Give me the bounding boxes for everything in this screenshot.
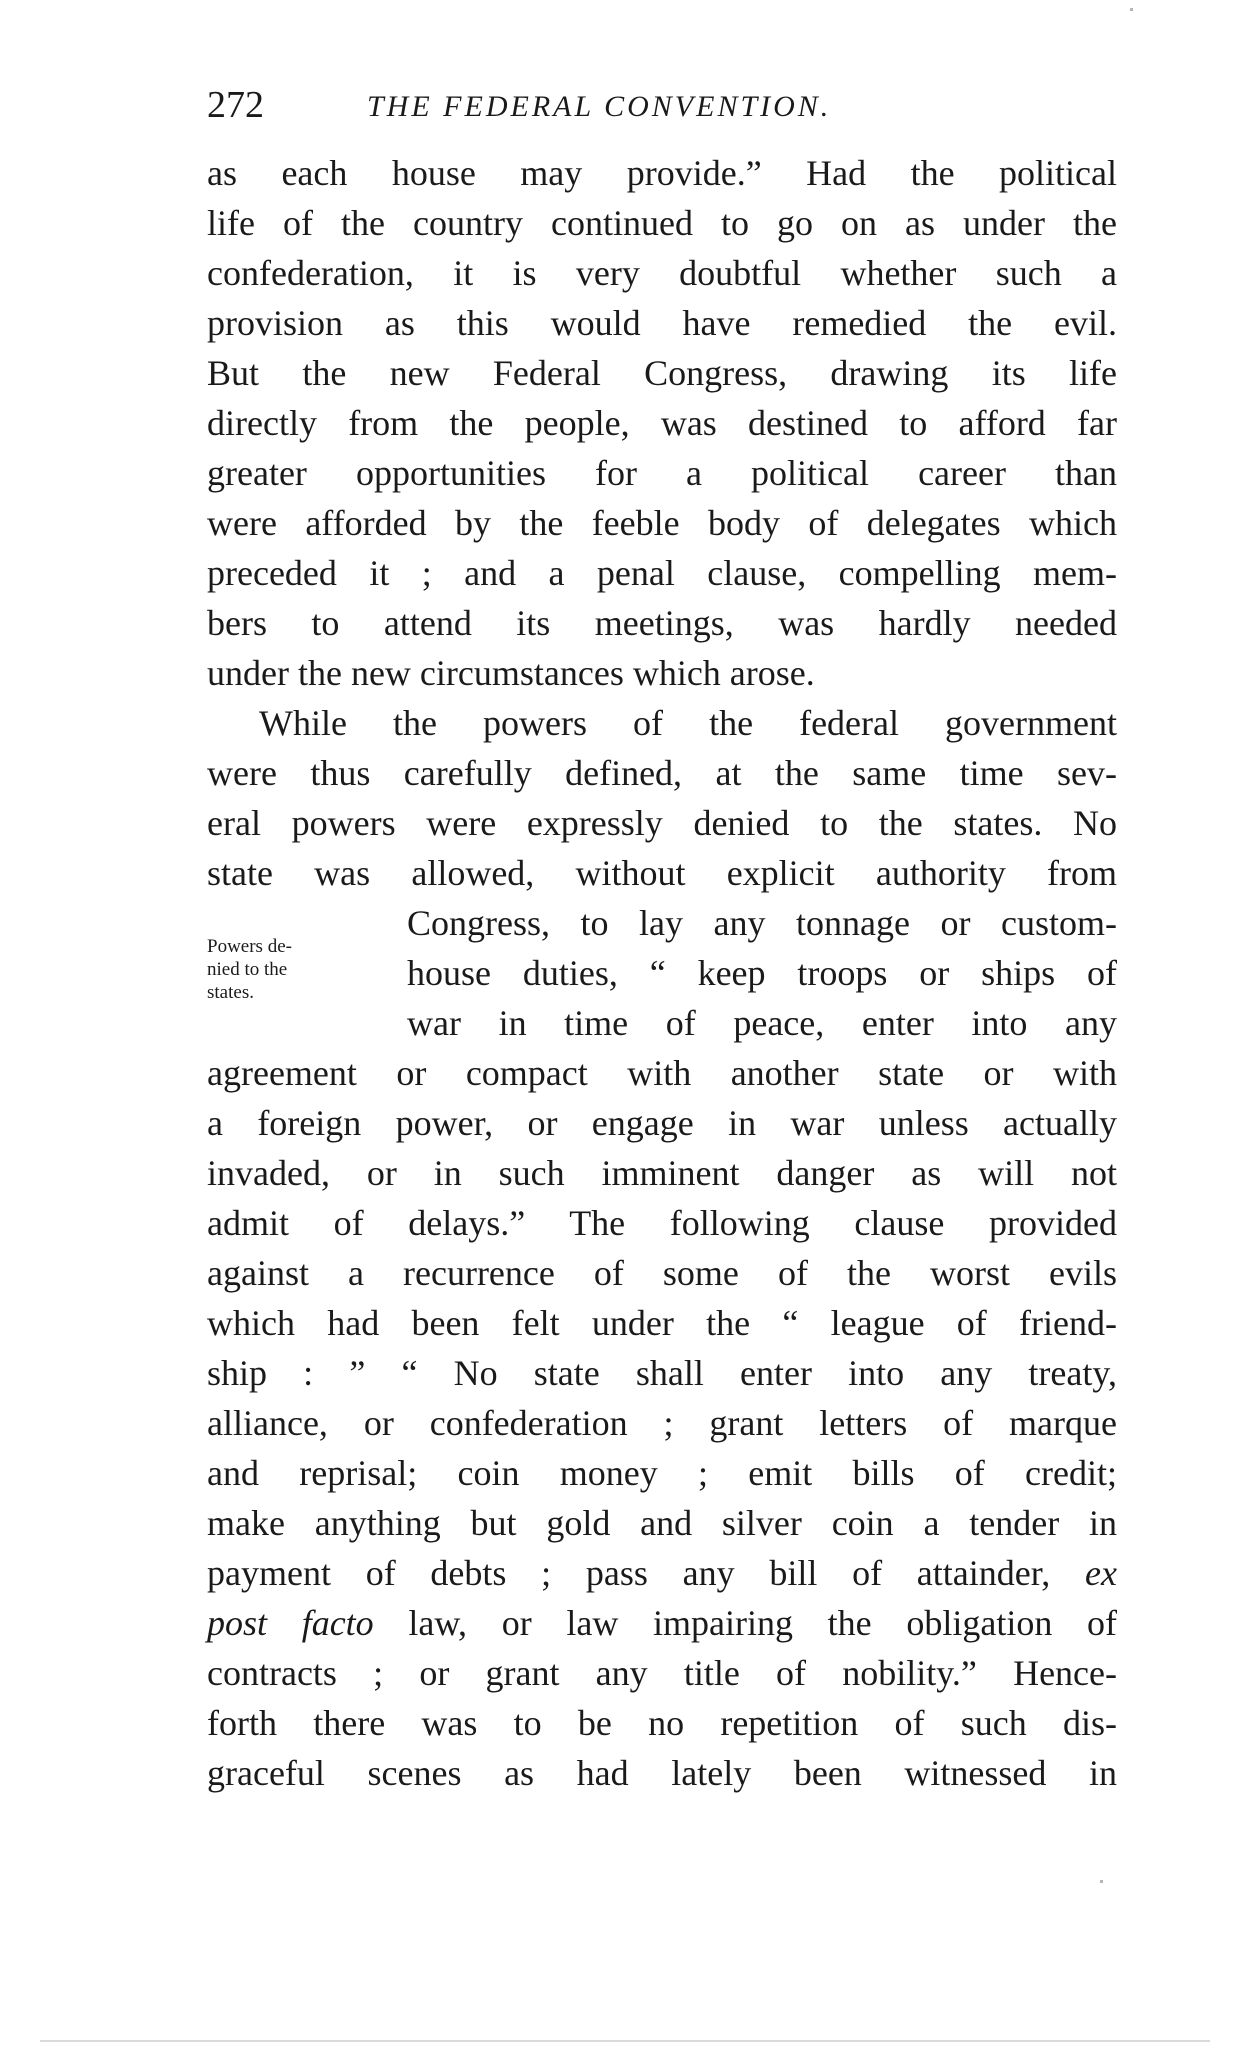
text-line: alliance, or confederation ; grant letters of marque xyxy=(207,1403,1117,1443)
text-line: greater opportunities for a political career than xyxy=(207,453,1117,493)
page-number: 272 xyxy=(207,84,264,126)
margin-note-line: states. xyxy=(207,982,254,1003)
text-line: life of the country continued to go on as under the xyxy=(207,203,1117,243)
italic-phrase: post facto xyxy=(207,1603,374,1643)
text-line-part: payment of debts ; pass any bill of attainder, xyxy=(207,1553,1051,1593)
text-line: Congress, to lay any tonnage or custom- xyxy=(407,903,1117,943)
text-line: state was allowed, without explicit authority from xyxy=(207,853,1117,893)
text-line: While the powers of the federal government xyxy=(259,703,1117,743)
text-line: confederation, it is very doubtful whether such a xyxy=(207,253,1117,293)
running-title: THE FEDERAL CONVENTION. xyxy=(367,90,832,123)
italic-phrase: ex xyxy=(1085,1553,1118,1593)
margin-note-line: Powers de- xyxy=(207,936,292,957)
margin-note-line: nied to the xyxy=(207,959,288,980)
text-line: graceful scenes as had lately been witnessed in xyxy=(207,1753,1117,1793)
running-head xyxy=(207,80,1117,140)
text-line: preceded it ; and a penal clause, compelling mem- xyxy=(207,553,1117,593)
text-line: provision as this would have remedied the evil. xyxy=(207,303,1117,343)
text-line: contracts ; or grant any title of nobility.” Hence- xyxy=(207,1653,1117,1693)
text-line: agreement or compact with another state or with xyxy=(207,1053,1117,1093)
speck-mark xyxy=(1130,8,1133,11)
text-line: as each house may provide.” Had the political xyxy=(207,153,1117,193)
text-line: were thus carefully defined, at the same time sev- xyxy=(207,753,1117,793)
text-line: forth there was to be no repetition of such dis- xyxy=(207,1703,1117,1743)
margin-note xyxy=(207,935,367,1004)
text-line: under the new circumstances which arose. xyxy=(207,653,815,693)
text-line xyxy=(207,1598,1117,1648)
text-line: against a recurrence of some of the worst evils xyxy=(207,1253,1117,1293)
text-line: and reprisal; coin money ; emit bills of credit; xyxy=(207,1453,1117,1493)
text-line: were afforded by the feeble body of delegates which xyxy=(207,503,1117,543)
speck-mark xyxy=(1100,1880,1103,1883)
text-line: eral powers were expressly denied to the states. No xyxy=(207,803,1117,843)
text-line: invaded, or in such imminent danger as will not xyxy=(207,1153,1117,1193)
text-line: ship : ” “ No state shall enter into any treaty, xyxy=(207,1353,1117,1393)
text-line: directly from the people, was destined to afford far xyxy=(207,403,1117,443)
text-line: a foreign power, or engage in war unless actually xyxy=(207,1103,1117,1143)
text-line: But the new Federal Congress, drawing its life xyxy=(207,353,1117,393)
text-line: bers to attend its meetings, was hardly needed xyxy=(207,603,1117,643)
text-line-part: law, or law impairing the obligation of xyxy=(408,1603,1118,1643)
text-line: which had been felt under the “ league of friend- xyxy=(207,1303,1117,1343)
text-line: admit of delays.” The following clause provided xyxy=(207,1203,1117,1243)
text-line: make anything but gold and silver coin a tender in xyxy=(207,1503,1117,1543)
text-line: house duties, “ keep troops or ships of xyxy=(407,953,1117,993)
text-line: war in time of peace, enter into any xyxy=(407,1003,1117,1043)
scan-edge-line xyxy=(40,2040,1210,2042)
text-line xyxy=(207,1548,1117,1598)
